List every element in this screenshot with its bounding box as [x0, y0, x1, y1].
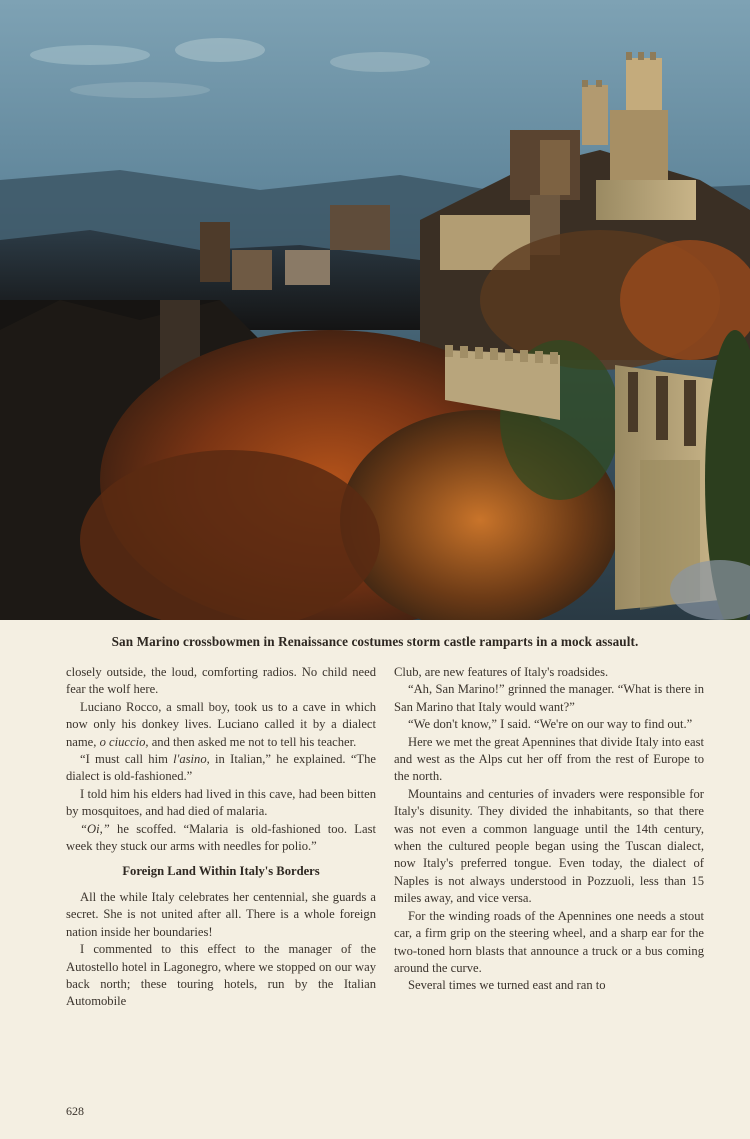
- paragraph: All the while Italy celebrates her centennial, she guards a secret. She is not united after all. There is a whole foreign nation inside her boundaries!: [66, 889, 376, 939]
- page-number: 628: [66, 1104, 84, 1118]
- photo-caption: San Marino crossbowmen in Renaissance costumes storm castle ramparts in a mock assault.: [111, 634, 639, 649]
- paragraph: For the winding roads of the Apennines one needs a stout car, a firm grip on the steering wheel, and a sharp ear for the two-toned horn blasts that announce a truck or a bus coming around the curve.: [394, 908, 704, 975]
- paragraph: I commented to this effect to the manager of the Autostello hotel in Lagonegro, where we stopped on our way back north; these touring hotels, run by the Italian Automobile: [66, 942, 376, 1009]
- paragraph: Club, are new features of Italy's roadsides.: [394, 665, 609, 679]
- paragraph: “I must call him l'asino, in Italian,” he explained. “The dialect is old-fashioned.”: [66, 752, 376, 784]
- paragraph: Mountains and centuries of invaders were responsible for Italy's disunity. They divided the inhabitants, so that there was not even a common language until the 14th century, when the cultured people began using the Tuscan dialect, now Italy's preferred tongue. Even today, the dialect of Naples is not always understood in Pozzuoli, less than 15 miles away, and vice versa.: [394, 786, 704, 906]
- paragraph: closely outside, the loud, comforting radios. No child need fear the wolf here.: [66, 665, 376, 697]
- paragraph: Several times we turned east and ran to: [408, 978, 606, 993]
- right-column: [394, 664, 704, 995]
- paragraph: I told him his elders had lived in this cave, had been bitten by mosquitoes, and had died of malaria.: [66, 786, 376, 819]
- paragraph: “Oi,” he scoffed. “Malaria is old-fashioned too. Last week they stuck our arms with needles for polio.”: [66, 821, 376, 854]
- paragraph: Here we met the great Apennines that divide Italy into east and west as the Alps cut her off from the rest of Europe to the north.: [394, 734, 704, 784]
- paragraph: Luciano Rocco, a small boy, took us to a cave in which now only his donkey lives. Luciano called it by a dialect name, o ciuccio, and then asked me not to tell his teacher.: [66, 699, 376, 749]
- section-heading: Foreign Land Within Italy's Borders: [122, 864, 320, 879]
- paragraph: “We don't know,” I said. “We're on our way to find out.”: [408, 717, 693, 732]
- left-column: [66, 664, 376, 1011]
- paragraph: “Ah, San Marino!” grinned the manager. “What is there in San Marino that Italy would want?”: [394, 682, 704, 714]
